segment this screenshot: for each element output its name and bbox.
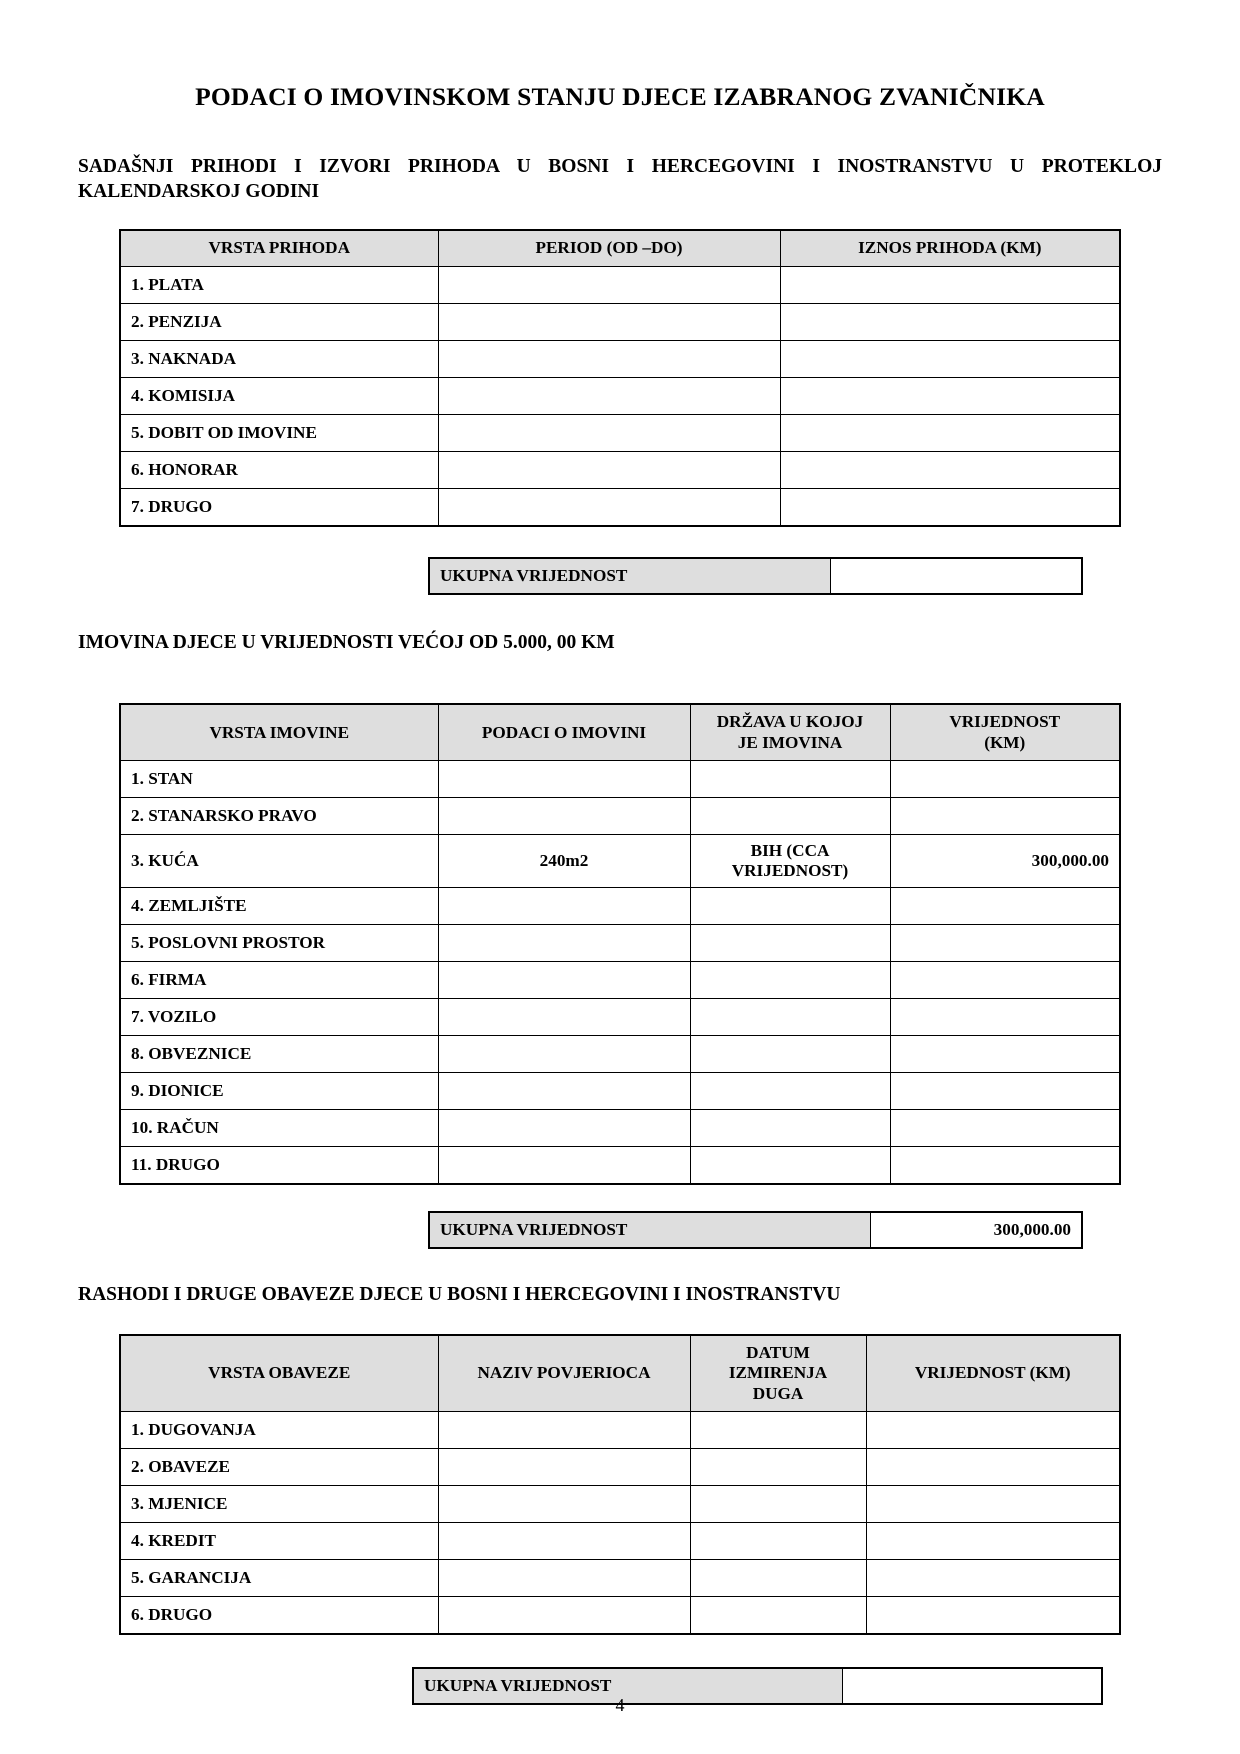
income-total-value[interactable] [831,558,1083,594]
property-row-value[interactable] [890,1110,1120,1147]
liabilities-col-type: VRSTA OBAVEZE [120,1335,438,1411]
property-row-country[interactable] [690,1036,890,1073]
income-row-amount[interactable] [780,488,1120,526]
property-row-data[interactable] [438,962,690,999]
table-row [120,414,1120,451]
liabilities-row-creditor[interactable] [438,1596,690,1634]
table-row [120,1110,1120,1147]
property-row-value[interactable] [890,1036,1120,1073]
income-row-label: 7. DRUGO [120,488,438,526]
spacer [0,1185,1240,1211]
liabilities-row-label: 3. MJENICE [120,1485,438,1522]
liabilities-col-date-line1: DATUM [746,1343,810,1363]
property-total-wrap [0,1211,1240,1249]
table-row [120,888,1120,925]
property-row-data[interactable] [438,798,690,835]
liabilities-row-creditor[interactable] [438,1411,690,1448]
liabilities-row-creditor[interactable] [438,1522,690,1559]
property-row-data[interactable]: 240m2 [438,835,690,888]
property-row-value[interactable] [890,925,1120,962]
table-row [120,488,1120,526]
income-row-period[interactable] [438,377,780,414]
property-row-data[interactable] [438,888,690,925]
liabilities-row-value[interactable] [866,1485,1120,1522]
income-row-period[interactable] [438,340,780,377]
liabilities-row-creditor[interactable] [438,1559,690,1596]
income-col-amount: IZNOS PRIHODA (KM) [780,230,1120,266]
income-row-amount[interactable] [780,340,1120,377]
table-row [120,340,1120,377]
liabilities-row-label: 4. KREDIT [120,1522,438,1559]
liabilities-col-creditor: NAZIV POVJERIOCA [438,1335,690,1411]
property-row-label: 10. RAČUN [120,1110,438,1147]
liabilities-table-header-row [120,1335,1120,1411]
property-section-heading: IMOVINA DJECE U VRIJEDNOSTI VEĆOJ OD 5.000, 00 KM [78,631,615,653]
property-row-country[interactable] [690,798,890,835]
liabilities-col-date-line2: IZMIRENJA [728,1363,828,1383]
spacer [0,655,1240,703]
property-row-data[interactable] [438,999,690,1036]
property-row-label: 6. FIRMA [120,962,438,999]
liabilities-row-date[interactable] [690,1596,866,1634]
page-number: 4 [615,1695,625,1715]
property-col-country-line2: JE IMOVINA [737,732,843,752]
income-row-period[interactable] [438,451,780,488]
income-table-header-row [120,230,1120,266]
liabilities-row-date[interactable] [690,1485,866,1522]
property-row-value[interactable] [890,999,1120,1036]
table-row [120,1559,1120,1596]
total-row [429,1212,1082,1248]
spacer [0,1308,1240,1334]
property-row-data[interactable] [438,761,690,798]
property-row-value[interactable] [890,962,1120,999]
liabilities-col-date [690,1335,866,1411]
property-row-country[interactable] [690,1147,890,1185]
table-row [120,925,1120,962]
income-row-period[interactable] [438,303,780,340]
property-row-data[interactable] [438,1073,690,1110]
property-row-value[interactable] [890,888,1120,925]
table-row [120,1485,1120,1522]
income-total-table [428,557,1083,595]
liabilities-row-creditor[interactable] [438,1485,690,1522]
property-row-country-line1: BIH (CCA [750,841,830,861]
property-row-country-line2: VRIJEDNOST) [731,861,849,881]
property-col-value-line1: VRIJEDNOST [949,712,1061,732]
property-row-label: 1. STAN [120,761,438,798]
property-col-country-line1: DRŽAVA U KOJOJ [716,712,864,732]
liabilities-row-date[interactable] [690,1411,866,1448]
property-row-label: 3. KUĆA [120,835,438,888]
property-col-country [690,704,890,760]
table-row [120,798,1120,835]
liabilities-row-label: 6. DRUGO [120,1596,438,1634]
property-col-value-line2: (KM) [984,732,1026,752]
property-row-country[interactable] [690,835,890,888]
liabilities-section-heading: RASHODI I DRUGE OBAVEZE DJECE U BOSNI I HERCEGOVINI I INOSTRANSTVU [78,1284,841,1306]
income-col-type: VRSTA PRIHODA [120,230,438,266]
property-row-country[interactable] [690,1073,890,1110]
table-row [120,1036,1120,1073]
income-col-period: PERIOD (OD –DO) [438,230,780,266]
income-row-amount[interactable] [780,266,1120,303]
spacer [0,205,1240,229]
income-row-amount[interactable] [780,377,1120,414]
liabilities-row-value[interactable] [866,1448,1120,1485]
property-row-country[interactable] [690,888,890,925]
property-row-label: 4. ZEMLJIŠTE [120,888,438,925]
liabilities-row-date[interactable] [690,1522,866,1559]
property-row-value[interactable] [890,761,1120,798]
property-row-label: 11. DRUGO [120,1147,438,1185]
liabilities-row-creditor[interactable] [438,1448,690,1485]
liabilities-col-value: VRIJEDNOST (KM) [866,1335,1120,1411]
liabilities-row-value[interactable] [866,1522,1120,1559]
liabilities-row-date[interactable] [690,1559,866,1596]
spacer [0,527,1240,557]
property-row-value[interactable] [890,1073,1120,1110]
property-total-value[interactable]: 300,000.00 [871,1212,1083,1248]
income-row-label: 6. HONORAR [120,451,438,488]
property-row-label: 2. STANARSKO PRAVO [120,798,438,835]
property-row-label: 8. OBVEZNICE [120,1036,438,1073]
property-table-header-row [120,704,1120,760]
property-col-data: PODACI O IMOVINI [438,704,690,760]
property-row-value[interactable]: 300,000.00 [890,835,1120,888]
table-row [120,835,1120,888]
table-row [120,266,1120,303]
property-row-data[interactable] [438,1036,690,1073]
income-row-period[interactable] [438,488,780,526]
income-row-label: 4. KOMISIJA [120,377,438,414]
liabilities-row-value[interactable] [866,1596,1120,1634]
income-table [119,229,1121,526]
table-row [120,451,1120,488]
income-total-label: UKUPNA VRIJEDNOST [429,558,831,594]
table-row [120,1411,1120,1448]
income-row-label: 3. NAKNADA [120,340,438,377]
table-row [120,1073,1120,1110]
table-row [120,303,1120,340]
property-row-data[interactable] [438,1110,690,1147]
property-row-label: 9. DIONICE [120,1073,438,1110]
spacer [0,1635,1240,1667]
property-row-value[interactable] [890,1147,1120,1185]
income-row-amount[interactable] [780,303,1120,340]
total-row [429,558,1082,594]
property-col-type: VRSTA IMOVINE [120,704,438,760]
income-row-amount[interactable] [780,414,1120,451]
property-row-value[interactable] [890,798,1120,835]
property-col-value [890,704,1120,760]
table-row [120,962,1120,999]
table-row [120,761,1120,798]
liabilities-row-label: 5. GARANCIJA [120,1559,438,1596]
table-row [120,377,1120,414]
income-total-wrap [0,557,1240,595]
property-row-country[interactable] [690,962,890,999]
page-title: PODACI O IMOVINSKOM STANJU DJECE IZABRANOG ZVANIČNIKA [195,82,1045,111]
property-total-label: UKUPNA VRIJEDNOST [429,1212,871,1248]
liabilities-total-label: UKUPNA VRIJEDNOST [413,1668,843,1704]
liabilities-col-date-line3: DUGA [752,1383,804,1403]
property-row-data[interactable] [438,1147,690,1185]
property-row-country[interactable] [690,925,890,962]
liabilities-row-date[interactable] [690,1448,866,1485]
table-row [120,1522,1120,1559]
table-row [120,1147,1120,1185]
property-row-label: 7. VOZILO [120,999,438,1036]
table-row [120,999,1120,1036]
income-row-period[interactable] [438,414,780,451]
income-section-heading: SADAŠNJI PRIHODI I IZVORI PRIHODA U BOSNI I HERCEGOVINI I INOSTRANSTVU U PROTEKLOJ KALENDARSKOJ GODINI [78,156,1162,203]
income-row-label: 5. DOBIT OD IMOVINE [120,414,438,451]
property-row-country[interactable] [690,999,890,1036]
property-row-data[interactable] [438,925,690,962]
income-row-label: 2. PENZIJA [120,303,438,340]
property-table [119,703,1121,1185]
liabilities-row-label: 2. OBAVEZE [120,1448,438,1485]
table-row [120,1448,1120,1485]
income-row-period[interactable] [438,266,780,303]
liabilities-table [119,1334,1121,1635]
property-row-label: 5. POSLOVNI PROSTOR [120,925,438,962]
table-row [120,1596,1120,1634]
property-row-country[interactable] [690,1110,890,1147]
liabilities-row-value[interactable] [866,1411,1120,1448]
liabilities-row-label: 1. DUGOVANJA [120,1411,438,1448]
income-row-label: 1. PLATA [120,266,438,303]
income-row-amount[interactable] [780,451,1120,488]
property-total-table [428,1211,1083,1249]
property-row-country[interactable] [690,761,890,798]
liabilities-row-value[interactable] [866,1559,1120,1596]
